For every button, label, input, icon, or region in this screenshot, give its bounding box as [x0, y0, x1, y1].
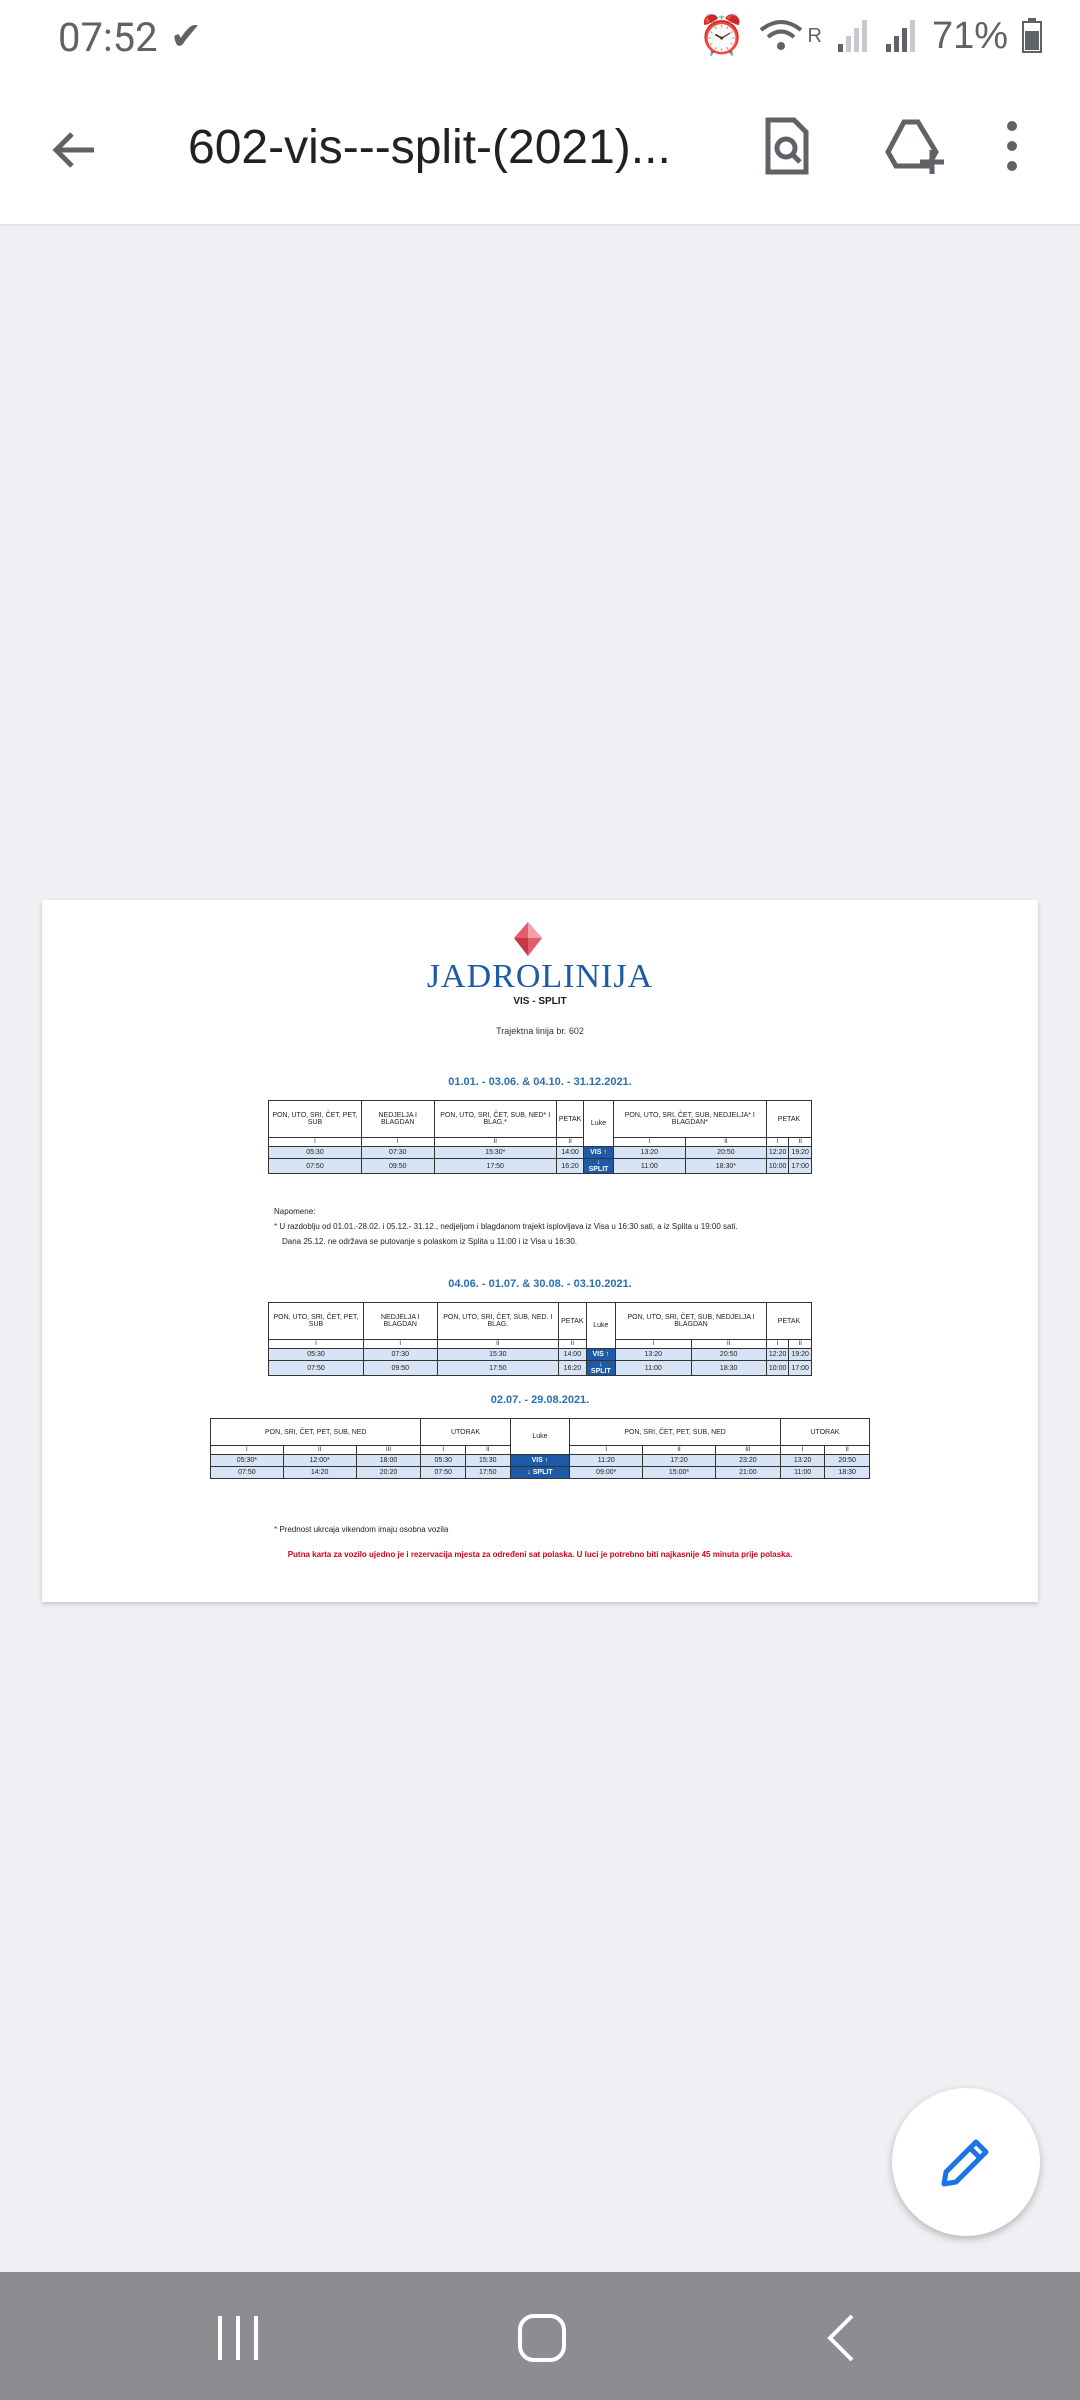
time-cell: 20:50	[825, 1455, 870, 1467]
header-cell: PON, UTO, SRI, ČET, SUB, NEDJELJA I BLAGDAN	[616, 1303, 767, 1340]
trip-number: II	[556, 1138, 583, 1147]
time-cell: 18:30	[825, 1467, 870, 1479]
header-cell: PON, UTO, SRI, ČET, PET, SUB	[269, 1101, 362, 1138]
system-nav-bar	[0, 2272, 1080, 2400]
period-3: 02.07. - 29.08.2021.	[490, 1394, 590, 1406]
time-cell: 09:00*	[570, 1467, 643, 1479]
time-cell: 18:00	[356, 1455, 421, 1467]
time-cell: 20:20	[356, 1467, 421, 1479]
jadrolinija-logo	[400, 922, 680, 995]
note-2: Dana 25.12. ne održava se putovanje s polaskom iz Splita u 11:00 i iz Visa u 16:30.	[282, 1237, 577, 1246]
add-to-drive-icon[interactable]	[884, 116, 944, 176]
time-cell: 20:50	[685, 1147, 766, 1159]
header-cell: NEDJELJA I BLAGDAN	[363, 1303, 437, 1340]
time-cell: 11:00	[613, 1159, 685, 1174]
luke-header: Luke	[510, 1419, 570, 1455]
note-1-text: U razdoblju od 01.01.-28.02. i 05.12.- 31.12., nedjeljom i blagdanom trajekt isplovljava iz Visa u 16:30 sati, a iz Splita u 19:00 sati.	[279, 1222, 738, 1231]
header-cell: PETAK	[766, 1101, 811, 1138]
timetable-1	[268, 1100, 812, 1174]
header-cell: UTORAK	[421, 1419, 510, 1446]
status-time: 07:52	[58, 14, 158, 61]
route-title: VIS - SPLIT	[513, 996, 567, 1007]
time-cell: 15:30	[466, 1455, 511, 1467]
time-cell: 12:00*	[283, 1455, 356, 1467]
logo-star-icon	[508, 922, 548, 962]
trip-number: I	[766, 1340, 789, 1349]
port-vis: VIS ↑	[584, 1147, 613, 1159]
header-cell: PON, UTO, SRI, ČET, PET, SUB	[269, 1303, 364, 1340]
time-cell: 09:50	[363, 1361, 437, 1376]
time-cell: 07:50	[421, 1467, 466, 1479]
header-cell: PON, UTO, SRI, ČET, SUB, NED. I BLAG.	[437, 1303, 559, 1340]
line-label: Trajektna linija br. 602	[496, 1026, 584, 1036]
time-cell: 15:30*	[434, 1147, 556, 1159]
time-cell: 18:30	[691, 1361, 766, 1376]
signal-icon-2	[884, 18, 918, 54]
time-cell: 17:20	[643, 1455, 716, 1467]
time-cell: 05:30	[421, 1455, 466, 1467]
trip-number: I	[363, 1340, 437, 1349]
app-bar	[0, 72, 1080, 226]
back-arrow-icon[interactable]	[46, 122, 102, 178]
trip-number: I	[269, 1138, 362, 1147]
time-cell: 07:50	[211, 1467, 284, 1479]
trip-number: III	[715, 1446, 780, 1455]
luke-header: Luke	[584, 1101, 613, 1147]
time-cell: 20:50	[691, 1349, 766, 1361]
trip-number: II	[825, 1446, 870, 1455]
footnote-ticket: Putna karta za vozilo ujedno je i rezervacija mjesta za određeni sat polaska. U luci je potrebno biti najkasnije 45 minuta prije polaska.	[287, 1550, 793, 1559]
time-cell: 07:30	[363, 1349, 437, 1361]
time-cell: 11:20	[570, 1455, 643, 1467]
back-nav-icon[interactable]	[814, 2312, 874, 2364]
trip-number: I	[766, 1138, 789, 1147]
timetable-2	[268, 1302, 812, 1376]
timetable-3	[210, 1418, 870, 1479]
trip-number: II	[559, 1340, 586, 1349]
home-icon[interactable]	[512, 2312, 572, 2364]
time-cell: 13:20	[616, 1349, 691, 1361]
port-label: SPLIT	[532, 1469, 553, 1476]
time-cell: 17:00	[789, 1361, 812, 1376]
roaming-indicator: R	[807, 24, 822, 47]
period-2: 04.06. - 01.07. & 30.08. - 03.10.2021.	[448, 1278, 632, 1290]
header-cell: PON, SRI, ČET, PET, SUB, NED	[211, 1419, 421, 1446]
wifi-icon	[759, 18, 803, 54]
port-split: ↓ SPLIT	[586, 1361, 616, 1376]
trip-number: II	[434, 1138, 556, 1147]
trip-number: I	[613, 1138, 685, 1147]
time-cell: 07:50	[269, 1361, 364, 1376]
pencil-icon	[936, 2132, 996, 2192]
port-label: VIS	[590, 1149, 602, 1156]
trip-number: II	[437, 1340, 559, 1349]
time-cell: 18:30*	[685, 1159, 766, 1174]
time-cell: 17:50	[466, 1467, 511, 1479]
time-cell: 21:00	[715, 1467, 780, 1479]
time-cell: 14:20	[283, 1467, 356, 1479]
port-vis: VIS ↑	[586, 1349, 616, 1361]
time-cell: 13:20	[780, 1455, 825, 1467]
header-cell: PETAK	[556, 1101, 583, 1138]
notes	[274, 1204, 738, 1249]
port-label: SPLIT	[590, 1368, 611, 1375]
header-cell: PON, SRI, ČET, PET, SUB, NED	[570, 1419, 780, 1446]
time-cell: 10:00	[766, 1159, 789, 1174]
alarm-icon: ⏰	[698, 15, 746, 57]
more-options-icon[interactable]	[1000, 116, 1024, 176]
time-cell: 17:00	[789, 1159, 812, 1174]
time-cell: 17:50	[437, 1361, 559, 1376]
status-bar	[0, 0, 1080, 72]
header-cell: PON, UTO, SRI, ČET, SUB, NEDJELJA* I BLAGDAN*	[613, 1101, 766, 1138]
recent-apps-icon[interactable]	[208, 2312, 268, 2364]
trip-number: II	[466, 1446, 511, 1455]
port-split: ↓ SPLIT	[584, 1159, 613, 1174]
time-cell: 13:20	[613, 1147, 685, 1159]
luke-header: Luke	[586, 1303, 616, 1349]
time-cell: 14:00	[559, 1349, 586, 1361]
trip-number: I	[780, 1446, 825, 1455]
footnote-priority: * Prednost ukrcaja vikendom imaju osobna vozila	[274, 1525, 449, 1534]
document-title: 602-vis---split-(2021)...	[188, 121, 671, 174]
port-label: VIS	[531, 1457, 543, 1464]
time-cell: 16:20	[556, 1159, 583, 1174]
document-viewer[interactable]	[0, 226, 1080, 2272]
port-label: VIS	[592, 1351, 604, 1358]
note-1: * U razdoblju od 01.01.-28.02. i 05.12.- 31.12., nedjeljom i blagdanom trajekt isplovljava iz Visa u 16:30 sati, a iz Splita u 19:00 sati.	[274, 1222, 738, 1231]
time-cell: 05:30*	[211, 1455, 284, 1467]
header-cell: PETAK	[766, 1303, 811, 1340]
brand-name: JADROLINIJA	[426, 958, 654, 995]
time-cell: 14:00	[556, 1147, 583, 1159]
trip-number: II	[283, 1446, 356, 1455]
time-cell: 16:20	[559, 1361, 586, 1376]
trip-number: II	[685, 1138, 766, 1147]
time-cell: 19:20	[789, 1349, 812, 1361]
time-cell: 23:20	[715, 1455, 780, 1467]
battery-percent: 71%	[931, 14, 1008, 57]
header-cell: PON, UTO, SRI, ČET, SUB, NED* I BLAG.*	[434, 1101, 556, 1138]
trip-number: I	[269, 1340, 364, 1349]
header-cell: NEDJELJA I BLAGDAN	[361, 1101, 434, 1138]
notes-title: Napomene:	[274, 1207, 316, 1216]
header-cell: PETAK	[559, 1303, 586, 1340]
trip-number: I	[616, 1340, 691, 1349]
time-cell: 11:00	[616, 1361, 691, 1376]
port-label: SPLIT	[588, 1166, 609, 1173]
edit-fab-button[interactable]	[892, 2088, 1040, 2236]
footnote-priority-text: Prednost ukrcaja vikendom imaju osobna vozila	[279, 1525, 449, 1534]
trip-number: II	[789, 1340, 812, 1349]
time-cell: 05:30	[269, 1147, 362, 1159]
time-cell: 12:20	[766, 1349, 789, 1361]
trip-number: I	[421, 1446, 466, 1455]
time-cell: 17:50	[434, 1159, 556, 1174]
time-cell: 15:30	[437, 1349, 559, 1361]
battery-icon	[1022, 18, 1042, 54]
time-cell: 09:50	[361, 1159, 434, 1174]
time-cell: 19:20	[789, 1147, 812, 1159]
trip-number: II	[789, 1138, 812, 1147]
trip-number: I	[570, 1446, 643, 1455]
checkmark-icon: ✔	[170, 16, 202, 58]
find-in-document-icon[interactable]	[756, 116, 816, 176]
port-split: ↓ SPLIT	[510, 1467, 570, 1479]
time-cell: 15:00*	[643, 1467, 716, 1479]
time-cell: 11:00	[780, 1467, 825, 1479]
time-cell: 07:50	[269, 1159, 362, 1174]
trip-number: II	[643, 1446, 716, 1455]
port-vis: VIS ↑	[510, 1455, 570, 1467]
signal-icon	[836, 18, 870, 54]
period-1: 01.01. - 03.06. & 04.10. - 31.12.2021.	[448, 1076, 632, 1088]
trip-number: I	[361, 1138, 434, 1147]
header-cell: UTORAK	[780, 1419, 869, 1446]
time-cell: 05:30	[269, 1349, 364, 1361]
status-icons	[698, 14, 1042, 58]
time-cell: 07:30	[361, 1147, 434, 1159]
trip-number: III	[356, 1446, 421, 1455]
trip-number: II	[691, 1340, 766, 1349]
pdf-page[interactable]	[42, 900, 1038, 1602]
trip-number: I	[211, 1446, 284, 1455]
time-cell: 10:00	[766, 1361, 789, 1376]
time-cell: 12:20	[766, 1147, 789, 1159]
